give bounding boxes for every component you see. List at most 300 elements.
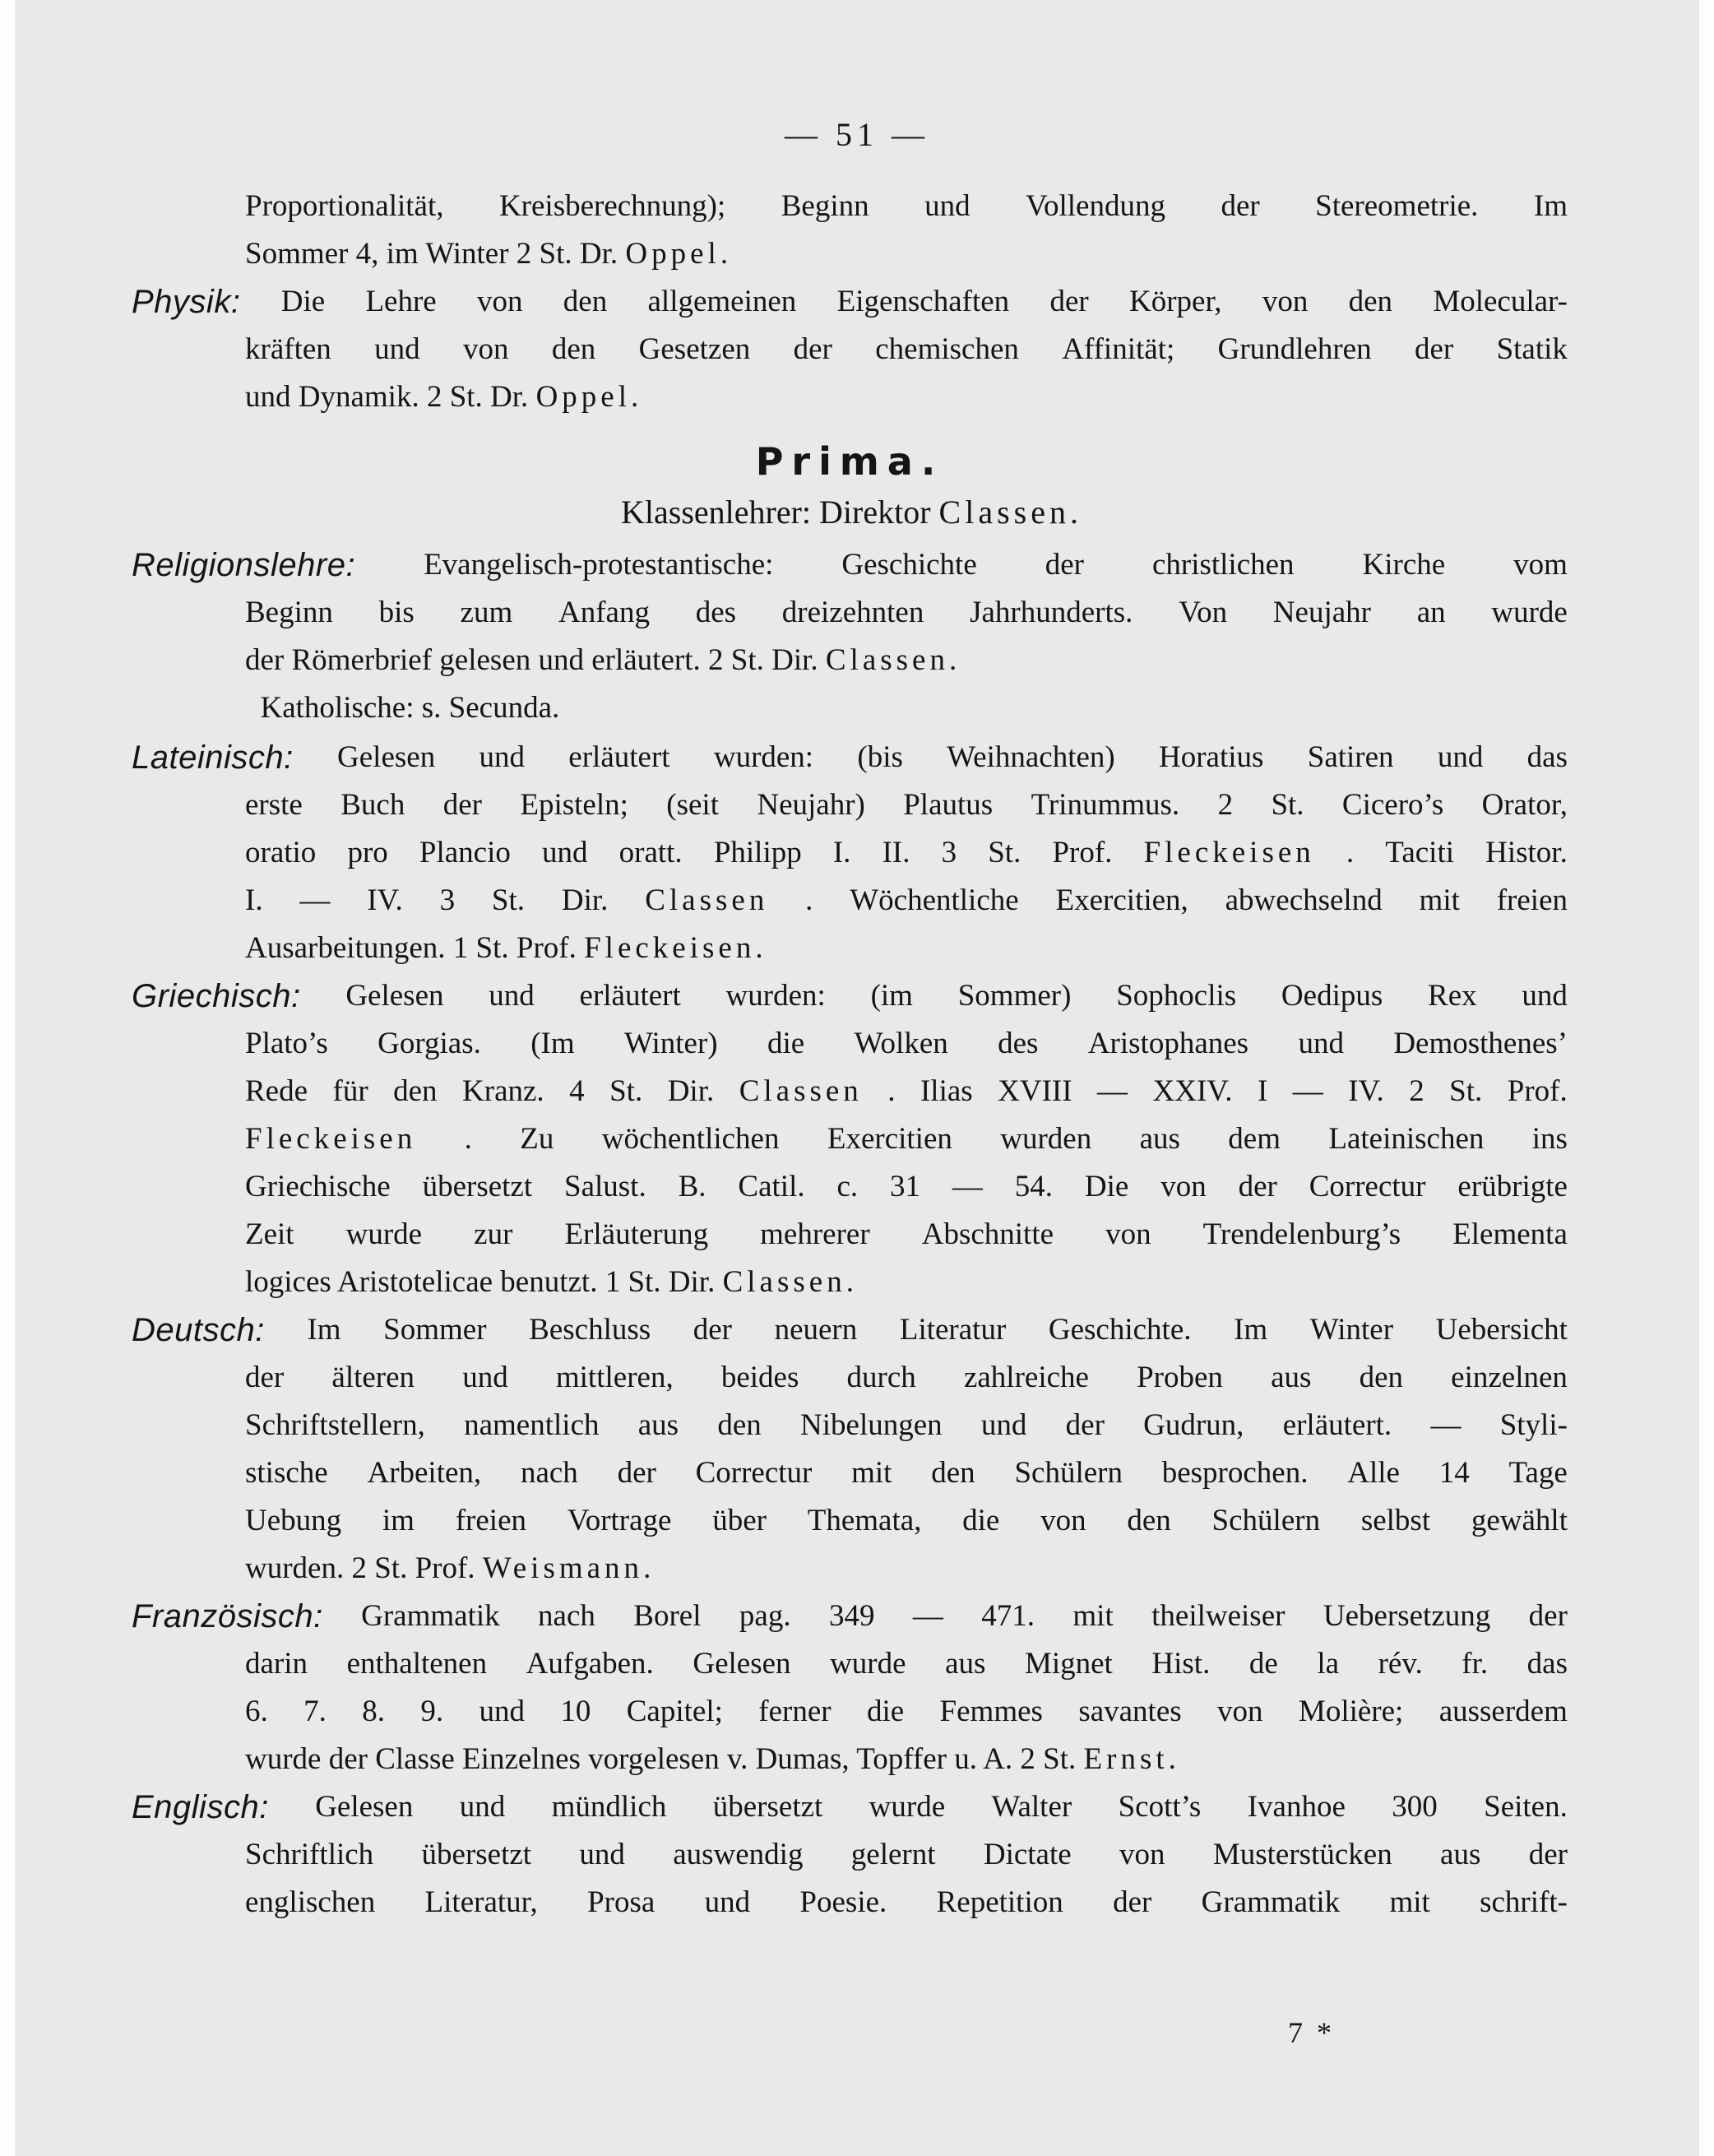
word: 3 [941,836,957,869]
word: 14 [1438,1456,1470,1490]
word: Sommer [383,1313,487,1347]
word: . [1346,836,1355,869]
word: beides [720,1361,799,1394]
text-line [132,1688,1568,1736]
word: chemischen [875,332,1019,366]
text-line [132,1783,1568,1831]
word: St. [491,883,526,917]
text-run: . [845,1265,854,1299]
word: Correctur [695,1456,813,1490]
word: des [998,1027,1039,1060]
word: dem [1228,1122,1281,1156]
text-run: Katholische: s. Secunda. [245,691,560,725]
word: erläutert [579,979,681,1013]
word: 54. [1014,1170,1054,1203]
word: Gelesen [693,1647,791,1681]
word: . [887,1074,896,1108]
word: Episteln; [520,788,628,822]
word: 7. [303,1695,327,1728]
word: gelernt [850,1838,936,1871]
word: Capitel; [626,1695,723,1728]
word: über [712,1504,767,1537]
teacher-name: Oppel [535,380,631,414]
word: der [1528,1599,1568,1633]
text-run: logices Aristotelicae benutzt. 1 St. Dir. [245,1265,723,1299]
word: ins [1531,1122,1568,1156]
word: mit [1072,1599,1114,1633]
word: Exercitien [827,1122,952,1156]
word: und [542,836,588,869]
word: Walter [991,1790,1072,1824]
word: Im [307,1313,341,1347]
word: freien [1496,883,1568,917]
word: das [1526,740,1568,774]
text-line [132,877,1568,925]
word: Prosa [587,1885,655,1919]
word: wurden [1000,1122,1092,1156]
text-line [132,1449,1568,1497]
teacher-name: Oppel [625,237,720,271]
word: Beginn [245,596,333,629]
word: mit [1419,883,1460,917]
word: freien [455,1504,526,1537]
word: mittleren, [555,1361,674,1394]
word: aus [1139,1122,1180,1156]
word: durch [846,1361,916,1394]
word: Poesie. [799,1885,887,1919]
word: — [952,1170,983,1203]
word: nach [520,1456,578,1490]
word: übersetzt [421,1838,532,1871]
word: und [459,1790,506,1824]
word: Winter [1309,1313,1394,1347]
word: von [1105,1217,1151,1251]
word: Satiren [1307,740,1394,774]
word: mehrerer [760,1217,870,1251]
subject-label: Englisch: [132,1789,269,1825]
word: Griechische [245,1170,391,1203]
word: Schülern [1014,1456,1123,1490]
teacher-name: Weismann [482,1551,644,1585]
word: Gelesen [345,979,444,1013]
word: der [1528,1838,1568,1871]
word: — [1292,1074,1323,1108]
word: Die [1084,1170,1129,1203]
word: Neujahr) [757,788,865,822]
word: Ivanhoe [1247,1790,1346,1824]
word: zahlreiche [963,1361,1089,1394]
text-line [132,230,1568,278]
text-line [132,925,1568,972]
word: la [1317,1647,1340,1681]
text-run: . [948,643,957,677]
word: Die [280,285,326,318]
word: Aufgaben. [526,1647,654,1681]
word: Dir. [561,883,609,917]
word: Anfang [558,596,650,629]
text-line [132,684,1568,732]
word: 6. [245,1695,268,1728]
word: wurden: [725,979,826,1013]
word: mit [1389,1885,1430,1919]
word: Aristophanes [1087,1027,1249,1060]
word: 300 [1392,1790,1438,1824]
word: Im [1234,1313,1268,1347]
word: Beginn [781,189,869,223]
word: kräften [245,332,331,366]
word: Uebersicht [1435,1313,1568,1347]
word: Wöchentliche [850,883,1019,917]
word: 8. [362,1695,385,1728]
body-text [132,183,1568,1926]
word: christlichen [1151,548,1295,582]
word: oratt. [618,836,683,869]
word: übersetzt [422,1170,533,1203]
word: Wolken [854,1027,948,1060]
text-line [132,373,1568,421]
teacher-name: Fleckeisen [584,931,756,965]
word: Schriftstellern, [245,1408,425,1442]
word: Philipp [713,836,802,869]
word: englischen [245,1885,376,1919]
word: XVIII [998,1074,1072,1108]
word: Geschichte [841,548,977,582]
word: von [1119,1838,1165,1871]
word: Grundlehren [1217,332,1372,366]
word: 349 [828,1599,875,1633]
word: Mignet [1024,1647,1113,1681]
word: Hist. [1151,1647,1211,1681]
word: Eigenschaften [836,285,1010,318]
word: Affinität; [1062,332,1175,366]
word: dreizehnten [781,596,924,629]
word: bis [378,596,415,629]
text-line [132,781,1568,829]
word: Gelesen [337,740,436,774]
teacher-name: Classen [825,643,949,677]
word: für [332,1074,368,1108]
text-line [132,1211,1568,1259]
word: 2 [1217,788,1234,822]
text-run: der Römerbrief gelesen und erläutert. 2 St. Dir. [245,643,826,677]
text-line [132,183,1568,230]
subject-label: Religionslehre: [132,547,356,583]
word: 2 [1409,1074,1424,1108]
word: (bis [857,740,903,774]
word: wurde [830,1647,906,1681]
word: Exercitien, [1055,883,1188,917]
word: — [1430,1408,1462,1442]
word: übersetzt [712,1790,823,1824]
word: abwechselnd [1225,883,1383,917]
word: den [551,332,596,366]
word: Literatur, [424,1885,538,1919]
word: Grammatik [361,1599,500,1633]
text-run: . [1168,1742,1176,1776]
word: der [1045,548,1084,582]
teacher-name: Classen [645,883,769,917]
teacher-name: Classen [938,494,1070,531]
section-heading-line [132,438,1568,485]
word: 4 [569,1074,585,1108]
text-line [132,1831,1568,1879]
word: älteren [331,1361,415,1394]
word: Nibelungen [800,1408,943,1442]
text-line [132,1545,1568,1593]
word: der [1221,189,1260,223]
word: der [1049,285,1089,318]
word: und [1437,740,1484,774]
word: Uebersetzung [1323,1599,1491,1633]
word: St. [1449,1074,1483,1108]
word: und [479,740,525,774]
word: allgemeinen [647,285,797,318]
word: den [931,1456,975,1490]
word: wurden: [713,740,814,774]
word: c. [836,1170,859,1203]
word: Themata, [807,1504,922,1537]
word: darin [245,1647,308,1681]
word: namentlich [464,1408,600,1442]
word: gewählt [1471,1504,1568,1537]
text-run: und Dynamik. 2 St. Dr. [245,380,536,414]
word: und [1522,979,1568,1013]
word: Sophoclis [1116,979,1237,1013]
word: von [477,285,523,318]
word: Jahrhunderts. [970,596,1133,629]
word: Evangelisch-protestantische: [424,548,774,582]
word: Rex [1428,979,1477,1013]
word: selbst [1360,1504,1431,1537]
word: Kranz. [462,1074,544,1108]
word: Literatur [899,1313,1007,1347]
word: zur [474,1217,513,1251]
word: neuern [774,1313,858,1347]
text-line [132,1879,1568,1926]
word: das [1526,1647,1568,1681]
word: den [1127,1504,1171,1537]
teacher-name: Classen [722,1265,846,1299]
word: IV. [367,883,403,917]
word: Repetition [936,1885,1063,1919]
word: an [1416,596,1446,629]
word: Vollendung [1026,189,1165,223]
word: Femmes [939,1695,1043,1728]
word: aus [1440,1838,1481,1871]
word: . [805,883,813,917]
text-line [132,1020,1568,1068]
word: 10 [560,1695,591,1728]
word: Schriftlich [245,1838,374,1871]
word: der [442,788,482,822]
word: Zu [520,1122,554,1156]
text-line [132,278,1568,326]
word: Taciti [1385,836,1454,869]
word: mit [851,1456,892,1490]
word: der [1238,1170,1277,1203]
text-line [132,1736,1568,1783]
text-run: wurden. 2 St. Prof. [245,1551,483,1585]
word: B. [678,1170,706,1203]
word: mündlich [551,1790,667,1824]
word: und [489,979,535,1013]
word: der [1113,1885,1152,1919]
word: Trinummus. [1031,788,1180,822]
word: . [464,1122,472,1156]
word: und [1298,1027,1344,1060]
word: Plancio [419,836,511,869]
subject-label: Physik: [132,284,241,320]
word: der [1065,1408,1105,1442]
word: 3 [439,883,456,917]
text-line [132,734,1568,781]
word: Orator, [1481,788,1568,822]
word: den [717,1408,762,1442]
word: 31 [890,1170,921,1203]
word: 471. [981,1599,1035,1633]
word: Zeit [245,1217,294,1251]
text-run: . [720,237,729,271]
text-line [132,589,1568,637]
text-run: Klassenlehrer: Direktor [621,494,939,531]
word: wurde [1491,596,1568,629]
text-run: . [631,380,639,414]
word: die [866,1695,905,1728]
word: ferner [758,1695,832,1728]
word: einzelnen [1451,1361,1568,1394]
word: Prof. [1507,1074,1568,1108]
text-run: . [755,931,763,965]
word: Correctur [1309,1170,1426,1203]
word: Buch [340,788,405,822]
word: erste [245,788,303,822]
subject-label: Lateinisch: [132,740,294,776]
word: oratio [245,836,317,869]
word: Proben [1137,1361,1223,1394]
text-line [132,1115,1568,1163]
word: Ilias [920,1074,973,1108]
text-line [132,1163,1568,1211]
text-run: Ausarbeitungen. 1 St. Prof. [245,931,585,965]
word: zum [460,596,513,629]
word: schrift- [1480,1885,1568,1919]
word: besprochen. [1161,1456,1309,1490]
word: St. [609,1074,643,1108]
word: Dictate [983,1838,1072,1871]
word: die [962,1504,1000,1537]
word: Trendelenburg’s [1202,1217,1401,1251]
signature-mark: 7 * [1288,2016,1335,2049]
word: II. [882,836,910,869]
word: Horatius [1159,740,1264,774]
word: Lehre [365,285,437,318]
text-line [132,1402,1568,1449]
word: Schülern [1211,1504,1321,1537]
text-run: wurde der Classe Einzelnes vorgelesen v. Dumas, Topffer u. A. 2 St. [245,1742,1084,1776]
word: Salust. [564,1170,646,1203]
word: von [1262,285,1309,318]
page-number: — 51 — [785,116,929,153]
word: Elementa [1452,1217,1568,1251]
word: — [299,883,331,917]
word: Histor. [1485,836,1568,869]
teacher-name: Fleckeisen [245,1122,417,1156]
word: und [479,1695,525,1728]
word: I. [245,883,263,917]
word: St. [988,836,1021,869]
text-line [132,829,1568,877]
text-line [132,1497,1568,1545]
word: rév. [1378,1647,1423,1681]
word: Im [1533,189,1568,223]
subject-label: Deutsch: [132,1312,265,1348]
text-line [132,1640,1568,1688]
word: (Im [530,1027,575,1060]
teacher-name: Classen [739,1074,863,1108]
word: von [463,332,509,366]
word: von [1217,1695,1263,1728]
word: Gorgias. [378,1027,481,1060]
subject-label: Französisch: [132,1598,323,1634]
word: pro [347,836,388,869]
word: Geschichte. [1048,1313,1192,1347]
word: Gudrun, [1143,1408,1244,1442]
word: aus [637,1408,679,1442]
word: Alle [1347,1456,1400,1490]
text-line [132,541,1568,589]
word: Winter) [624,1027,718,1060]
word: fr. [1462,1647,1489,1681]
word: wurde [345,1217,423,1251]
text-line [132,637,1568,684]
word: wurde [869,1790,946,1824]
word: Stereometrie. [1315,189,1479,223]
word: Styli- [1499,1408,1568,1442]
word: I. [832,836,851,869]
word: der [793,332,832,366]
word: Prof. [1052,836,1113,869]
word: Rede [245,1074,308,1108]
word: Demosthenes’ [1393,1027,1568,1060]
word: Beschluss [529,1313,651,1347]
word: der [245,1361,285,1394]
word: IV. [1348,1074,1384,1108]
text-line [132,1306,1568,1354]
word: de [1248,1647,1278,1681]
word: Dir. [667,1074,715,1108]
word: Neujahr [1272,596,1371,629]
word: Abschnitte [921,1217,1054,1251]
word: vom [1513,548,1568,582]
word: Plautus [903,788,994,822]
word: Gelesen [315,1790,414,1824]
word: aus [1271,1361,1312,1394]
word: pag. [739,1599,791,1633]
word: ausserdem [1438,1695,1568,1728]
word: die [767,1027,805,1060]
word: Musterstücken [1212,1838,1392,1871]
word: Tage [1508,1456,1568,1490]
word: St. [1271,788,1304,822]
word: — [1097,1074,1128,1108]
word: Gesetzen [638,332,751,366]
word: den [1348,285,1393,318]
word: Grammatik [1201,1885,1341,1919]
word: Borel [633,1599,702,1633]
word: auswendig [673,1838,804,1871]
word: nach [538,1599,595,1633]
text-run: Sommer 4, im Winter 2 St. Dr. [245,237,626,271]
